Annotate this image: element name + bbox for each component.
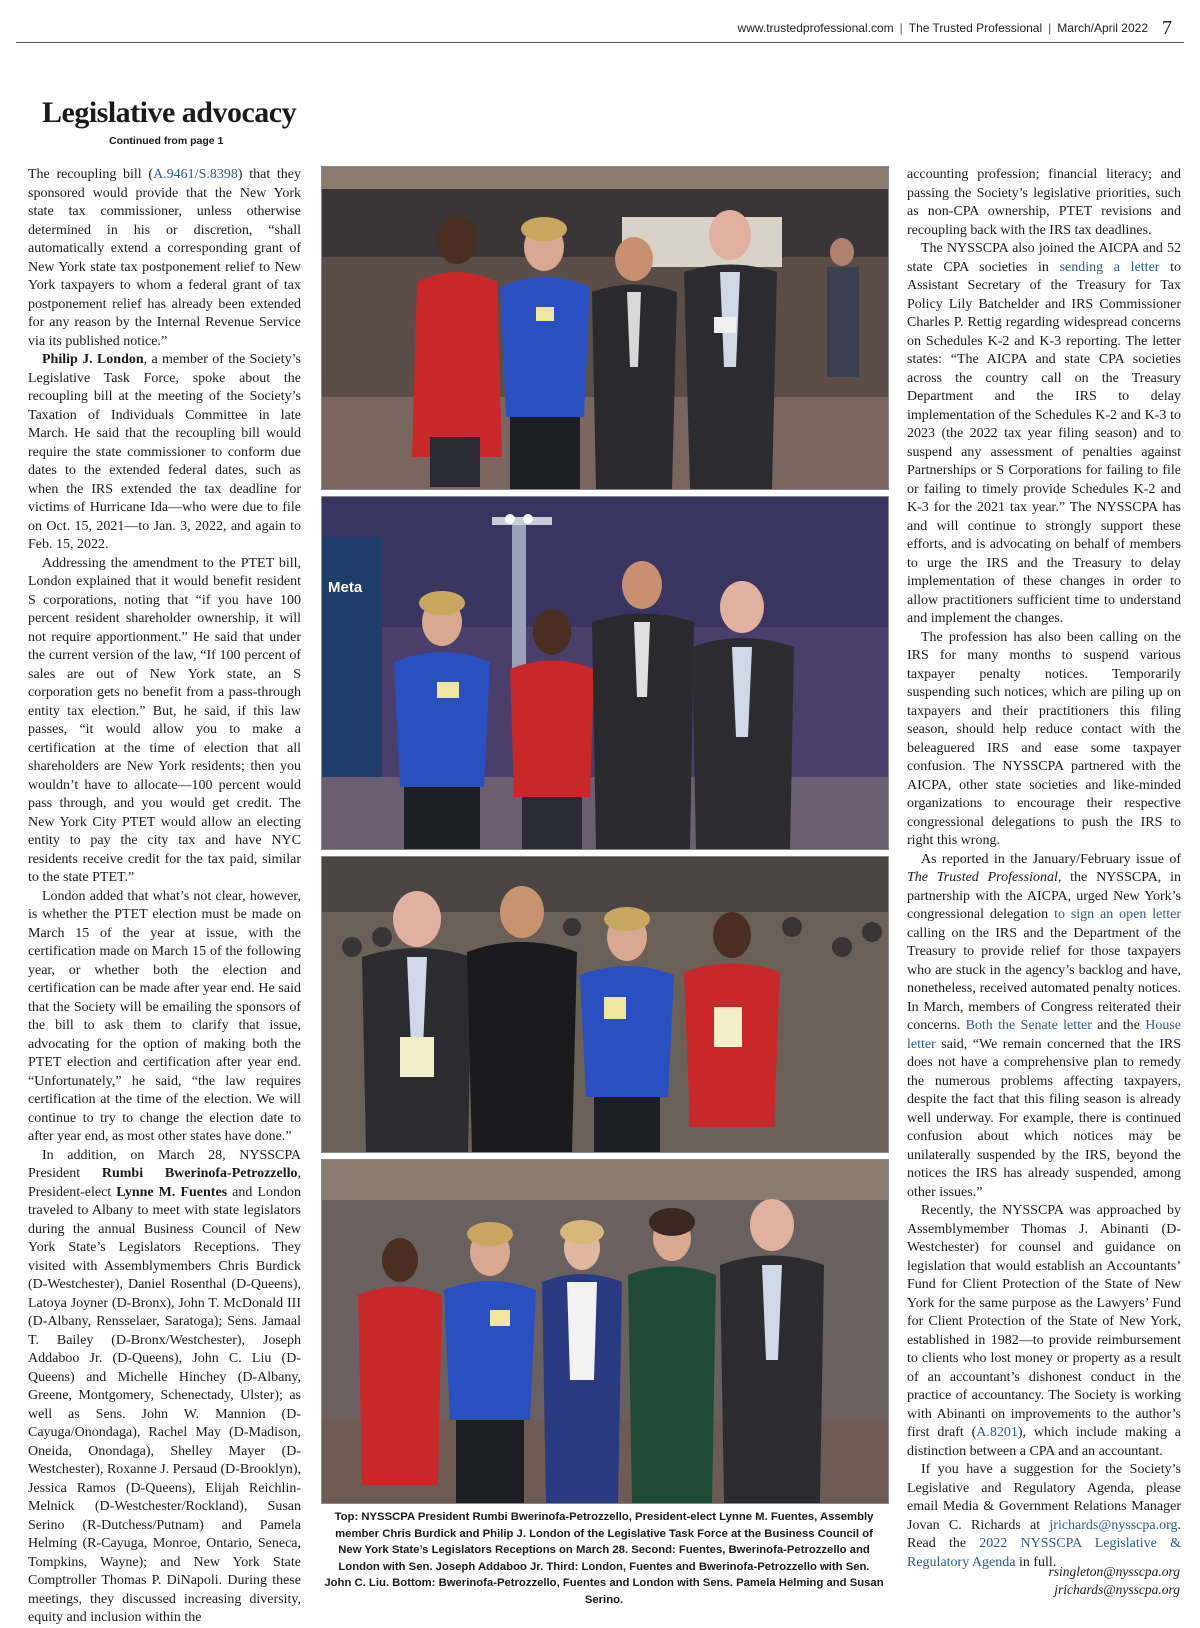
banner-text: Meta: [328, 579, 363, 596]
left-text-column: [28, 166, 301, 1628]
paragraph: In addition, on March 28, NYSSCPA President Rumbi Bwerinofa-Petrozzello, President-elect Lynne M. Fuentes and London traveled to Albany to meet with state legislators during the annual Business Council of New York State’s Legislators Receptions. They visited with Assemblymembers Chris Burdick (D-Westchester), Daniel Rosenthal (D-Queens), Latoya Joyner (D-Bronx), John T. McDonald III (D-Albany, Rensselaer, Saratoga); Sens. Jamaal T. Bailey (D-Bronx/Westchester), Joseph Addaboo Jr. (D-Queens), John C. Liu (D-Queens) and Michelle Hinchey (D-Albany, Greene, Montgomery, Schenectady, Ulster); as well as Sens. John W. Mannion (D-Cayuga/Onondaga), Rachel May (D-Madison, Oneida, Onondaga), Shelley Mayer (D-Westchester), Roxanne J. Persaud (D-Brooklyn), Jessica Ramos (D-Queens), Elijah Reichlin-Melnick (D-Westchester/Rockland), Susan Serino (R-Dutchess/Putnam) and Pamela Helming (R-Cayuga, Monroe, Ontario, Seneca, Tompkins, Wayne); and New York State Comptroller Thomas P. DiNapoli. During these meetings, they discussed increasing diversity, equity and inclusion within the: [28, 1147, 301, 1625]
agenda-link[interactable]: 2022 NYSSCPA Legislative & Regulatory Agenda: [907, 1536, 1181, 1570]
header-issue: March/April 2022: [1057, 21, 1148, 35]
paragraph: Philip J. London, a member of the Society’s Legislative Task Force, spoke about the recoupling bill at the meeting of the Society’s Taxation of Individuals Committee in late March. He said that the recoupling bill would require the state commissioner to conform due dates to the extended federal dates, such as when the IRS extended the tax deadline for victims of Hurricane Ida—who were due to file on Oct. 15, 2021—to Jan. 3, 2022, and again to Feb. 15, 2022.: [28, 352, 301, 552]
header-publication: The Trusted Professional: [908, 21, 1043, 35]
senate-letter-link[interactable]: Both the Senate letter: [965, 1018, 1092, 1033]
header-separator: |: [899, 21, 903, 35]
article-title: Legislative advocacy: [42, 96, 297, 129]
paragraph: If you have a suggestion for the Society’s Legislative and Regulatory Agenda, please email Media & Government Relations Manager Jovan C. Richards at jrichards@nysscpa.org. Read the 2022 NYSSCPA Legislative & Regulatory Agenda in full.: [907, 1462, 1181, 1570]
bill-link[interactable]: A.8201: [976, 1425, 1018, 1440]
author-email[interactable]: rsingleton@nysscpa.org: [1048, 1564, 1180, 1579]
header-separator: |: [1048, 21, 1052, 35]
person-name: Philip J. London: [42, 352, 144, 367]
photo-caption: Top: NYSSCPA President Rumbi Bwerinofa-Petrozzello, President-elect Lynne M. Fuentes, Assembly member Chris Burdick and Philip J. London of the Legislative Task Force at the Business Council of New York State’s Legislators Receptions on March 28. Second: Fuentes, Bwerinofa-Petrozzello and London with Sen. Joseph Addaboo Jr. Third: London, Fuentes and Bwerinofa-Petrozzello with Sen. John C. Liu. Bottom: Bwerinofa-Petrozzello, Fuentes and London with Sens. Pamela Helming and Susan Serino.: [324, 1511, 884, 1606]
open-letter-link[interactable]: to sign an open letter: [1054, 907, 1181, 922]
author-email[interactable]: jrichards@nysscpa.org: [1054, 1582, 1180, 1597]
person-name: Lynne M. Fuentes: [116, 1184, 228, 1200]
bill-link[interactable]: A.9461/S.8398: [153, 167, 238, 182]
paragraph: The recoupling bill (A.9461/S.8398) that they sponsored would provide that the New York state tax commissioner, unless otherwise determined in his or discretion, “shall automatically extend a corresponding grant of New York state tax postponement relief to New York taxpayers to whom a federal grant of tax postponement relief has already been extended for any reason by the Internal Revenue Service via its published notice.”: [28, 167, 302, 349]
running-header: [16, 14, 1184, 43]
page-number: 7: [1162, 16, 1172, 39]
person-name: Rumbi Bwerinofa-Petrozzello: [101, 1166, 298, 1181]
continued-note: Continued from page 1: [109, 135, 224, 147]
paragraph: The NYSSCPA also joined the AICPA and 52 state CPA societies in sending a letter to Assistant Secretary of the Treasury for Tax Policy Lily Batchelder and IRS Commissioner Charles P. Rettig regarding widespread concerns on Schedules K-2 and K-3 reporting. The letter states: “The AICPA and state CPA societies across the country call on the Treasury Department and the IRS to delay implementation of the Schedules K-2 and K-3 to 2023 (the 2022 tax year filing season) and to suspend any assessment of penalties against Partnerships or S Corporations for failing to file or failing to timely provide Schedules K-2 and K-3 for the 2021 tax year.” The NYSSCPA has and will continue to strongly support these efforts, and is advocating on behalf of members to urge the IRS and the Treasury to delay implementation of these changes in order to allow practitioners sufficient time to understand and implement the changes.: [907, 241, 1182, 626]
photo-top: [321, 166, 889, 490]
paragraph: Recently, the NYSSCPA was approached by Assemblymember Thomas J. Abinanti (D-Westchester) for counsel and guidance on legislation that would establish an Accountants’ Fund for Client Protection of the State of New York for the same purpose as the Lawyers’ Fund for Client Protection of the State of New York, established in 1982—to provide reimbursement to clients who lost money or property as a result of an accountant’s dishonest conduct in the practice of accountancy. The Society is working with Abinanti on improvements to the author’s first draft (A.8201), which include making a distinction between a CPA and an accountant.: [907, 1203, 1181, 1459]
photo-third: [321, 856, 889, 1153]
letter-link[interactable]: sending a letter: [1059, 259, 1160, 275]
publication-name: The Trusted Professional,: [907, 870, 1062, 885]
paragraph: London added that what’s not clear, however, is whether the PTET election must be made on March 15 of the year at issue, with the certification made on March 15 of the following year, or whether both the election and certification can be made after year end. He said that the Society will be emailing the sponsors of the bill to ask them to clarify that issue, advocating for the option of making both the PTET election and certification after year end. “Unfortunately,” he said, “the law requires certification at the time of the election. We will continue to try to change the election date to after year end, as most other states have done.”: [28, 888, 301, 1144]
house-letter-link[interactable]: House letter: [907, 1018, 1181, 1052]
paragraph: As reported in the January/February issue of The Trusted Professional, the NYSSCPA, in partnership with the AICPA, urged New York’s congressional delegation to sign an open letter calling on the IRS and the Department of the Treasury to provide relief for those taxpayers who are stuck in the agency’s backlog and have, nonetheless, received automated penalty notices. In March, members of Congress reiterated their concerns. Both the Senate letter and the House letter said, “We remain concerned that the IRS does not have a comprehensive plan to remedy the numerous problems affecting taxpayers, despite the fact that this filing season is already well underway. For example, there is continued confusion about which notices may be unilaterally suspended by the IRS, beyond the notices the IRS has already suspended, among other issues.”: [907, 851, 1181, 1200]
paragraph: Addressing the amendment to the PTET bill, London explained that it would benefit resident S corporations, noting that “if you have 100 percent resident shareholder ownership, it will not require apportionment.” He said that under the current version of the law, “If 100 percent of sales are out of New York state, an S corporation gets no benefit from a pass-through entity tax election.” But, he said, if this law passes, “it would allow you to make a certification at the time of election that all shareholders are New York residents; then you wouldn’t have to allocate—100 percent would pass through, and you would get credit. The New York City PTET would allow an electing entity to pay the city tax and have NYC residents receive credit for the tax paid, similar to the state PTET.”: [28, 555, 301, 885]
paragraph: accounting profession; financial literacy; and passing the Society’s legislative priorities, such as non-CPA ownership, PTET revisions and recoupling back with the IRS tax deadlines.: [907, 167, 1181, 238]
email-link[interactable]: jrichards@nysscpa.org: [1049, 1517, 1178, 1533]
photo-bottom: [321, 1159, 889, 1504]
right-text-column: [907, 166, 1181, 1572]
author-emails: [1048, 1563, 1180, 1599]
paragraph: The profession has also been calling on the IRS for many months to suspend various taxpayer penalty notices. Temporarily suspending such notices, which are piling up on taxpayers and their practitioners this filing season, should help reduce contact with the beleaguered IRS and ease some taxpayer confusion. The NYSSCPA partnered with the AICPA, other state societies and like-minded organizations to encourage their respective congressional delegations to push the IRS to right this wrong.: [907, 629, 1181, 848]
header-url[interactable]: www.trustedprofessional.com: [737, 21, 894, 35]
photo-second: [321, 496, 889, 850]
